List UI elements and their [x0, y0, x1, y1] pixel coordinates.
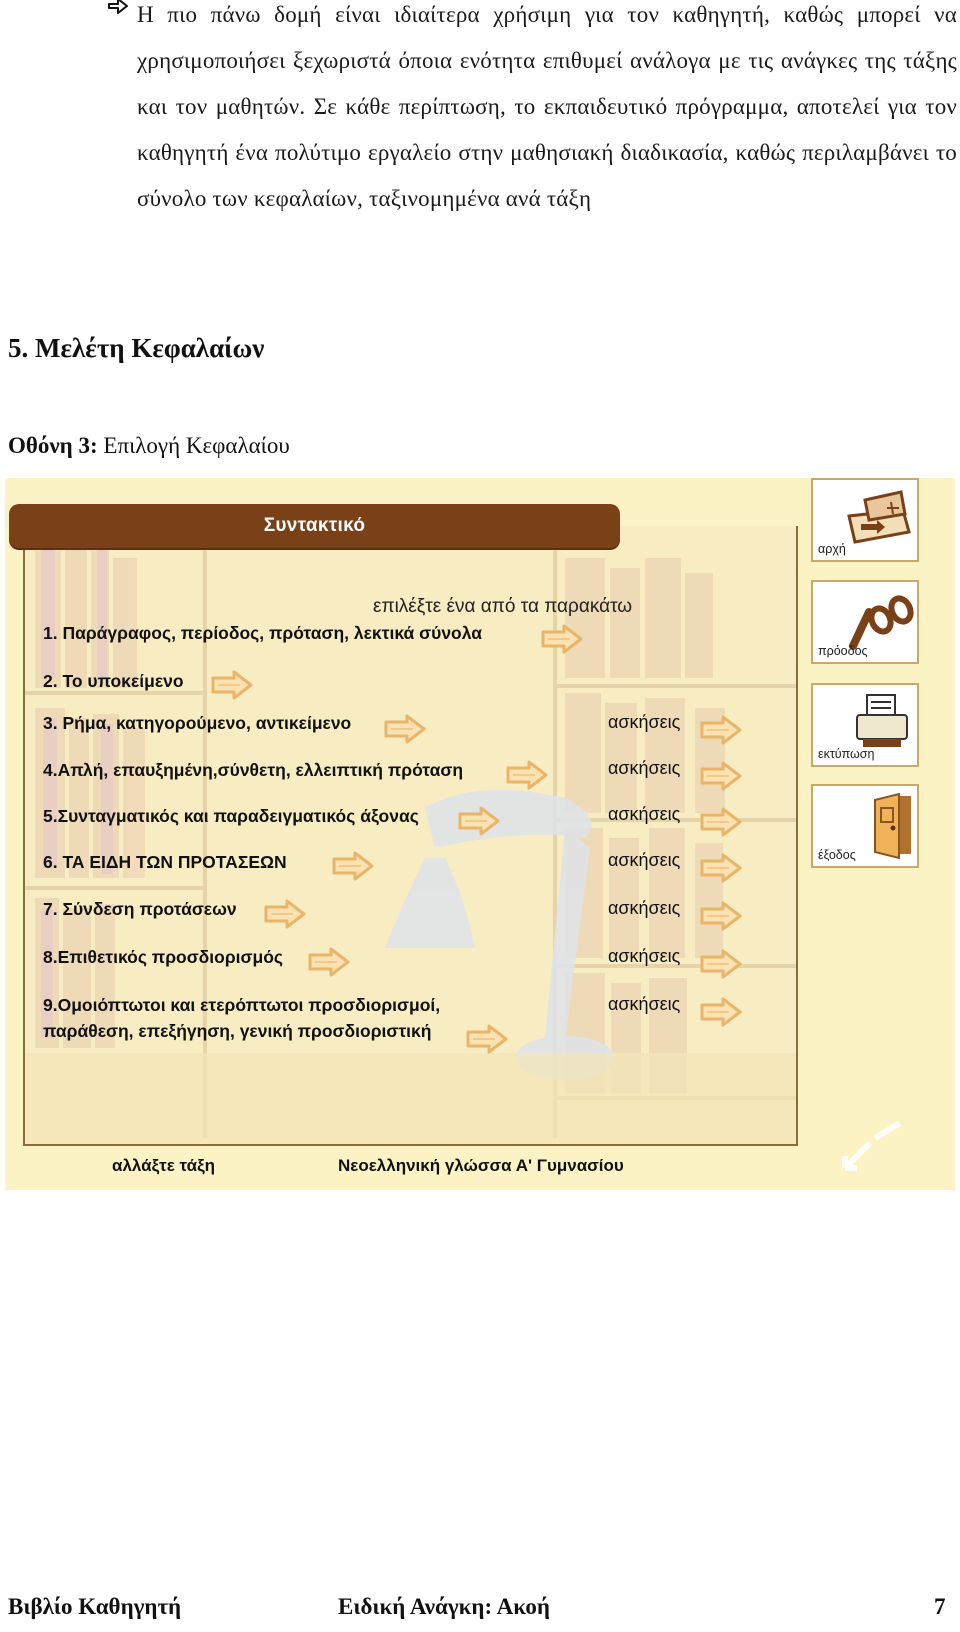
exercises-link-6[interactable]: ασκήσεις: [608, 850, 681, 870]
section-title: 5. Μελέτη Κεφαλαίων: [8, 333, 265, 363]
exercises-link-8[interactable]: ασκήσεις: [608, 946, 681, 966]
exit-label: έξοδος: [818, 848, 856, 862]
arrow-right-icon[interactable]: [699, 852, 743, 884]
figure-caption: [8, 433, 290, 459]
program-screenshot: [5, 478, 955, 1190]
chapter-link-9-continued[interactable]: παράθεση, επεξήγηση, γενική προσδιοριστική: [43, 1021, 432, 1041]
arrow-right-icon[interactable]: [383, 713, 427, 745]
instruction-text: επιλέξτε ένα από τα παρακάτω: [373, 596, 633, 617]
exercises-link-9[interactable]: ασκήσεις: [608, 994, 681, 1014]
screen-title: Συντακτικό: [263, 515, 366, 536]
arrow-right-icon[interactable]: [699, 806, 743, 838]
arrow-right-icon[interactable]: [331, 850, 375, 882]
arrow-right-icon[interactable]: [505, 759, 549, 791]
chapter-link-3[interactable]: 3. Ρήμα, κατηγορούμενο, αντικείμενο: [43, 713, 352, 733]
arrow-right-icon[interactable]: [210, 669, 254, 701]
exit-button[interactable]: [811, 784, 919, 868]
caption-text: Επιλογή Κεφαλαίου: [97, 433, 290, 458]
page-number: 7: [934, 1594, 946, 1619]
exercises-link-5[interactable]: ασκήσεις: [608, 804, 681, 824]
print-button[interactable]: [811, 683, 919, 767]
intro-text: Η πιο πάνω δομή είναι ιδιαίτερα χρήσιμη για τον καθηγητή, καθώς μπορεί να χρησιμοποιήσει ξεχωριστά όποια ενότητα επιθυμεί ανάλογα με τις ανάγκες της τάξης και τον μαθητών. Σε κάθε περίπτωση, το εκπαιδευτικό πρόγραμμα, αποτελεί για τον καθηγητή ένα πολύτιμο εργαλείο στην μαθησιακή διαδικασία, καθώς περιλαμβάνει το σύνολο των κεφαλαίων, ταξινομημένα ανά τάξη: [137, 2, 957, 211]
exercises-link-7[interactable]: ασκήσεις: [608, 898, 681, 918]
home-label: αρχή: [818, 542, 846, 556]
footer-book-title: Βιβλίο Καθηγητή: [8, 1594, 182, 1619]
course-title: Νεοελληνική γλώσσα Α' Γυμνασίου: [338, 1156, 624, 1175]
content-frame: [23, 526, 798, 1146]
chapter-link-9[interactable]: 9.Ομοιόπτωτοι και ετερόπτωτοι προσδιορισμοί,: [43, 995, 441, 1015]
arrow-right-icon[interactable]: [465, 1023, 509, 1055]
chapter-link-7[interactable]: 7. Σύνδεση προτάσεων: [43, 899, 237, 919]
exercises-link-4[interactable]: ασκήσεις: [608, 758, 681, 778]
arrow-right-icon[interactable]: [307, 946, 351, 978]
arrow-right-icon[interactable]: [540, 623, 584, 655]
title-bar: [9, 504, 620, 548]
chapter-link-5[interactable]: 5.Συνταγματικός και παραδειγματικός άξονας: [43, 806, 419, 826]
chapter-link-4[interactable]: 4.Απλή, επαυξημένη,σύνθετη, ελλειπτική πρόταση: [43, 760, 464, 780]
exercises-link-3[interactable]: ασκήσεις: [608, 712, 681, 732]
right-arrow-bullet-icon: [107, 0, 129, 17]
diagonal-arrows-icon: [835, 1118, 915, 1178]
change-class-link[interactable]: αλλάξτε τάξη: [112, 1156, 216, 1175]
arrow-right-icon[interactable]: [699, 900, 743, 932]
arrow-right-icon[interactable]: [699, 948, 743, 980]
arrow-right-icon[interactable]: [263, 898, 307, 930]
footer-special-need: Ειδική Ανάγκη: Ακοή: [338, 1594, 550, 1619]
progress-button[interactable]: [811, 580, 919, 664]
arrow-right-icon[interactable]: [457, 805, 501, 837]
arrow-right-icon[interactable]: [699, 760, 743, 792]
home-button[interactable]: [811, 478, 919, 562]
caption-label: Οθόνη 3:: [8, 433, 98, 458]
chapter-link-8[interactable]: 8.Επιθετικός προσδιορισμός: [43, 947, 284, 967]
arrow-right-icon[interactable]: [699, 714, 743, 746]
chapter-link-1[interactable]: 1. Παράγραφος, περίοδος, πρόταση, λεκτικά σύνολα: [43, 623, 483, 643]
arrow-right-icon[interactable]: [699, 996, 743, 1028]
progress-label: πρόοδος: [818, 644, 868, 658]
print-label: εκτύπωση: [818, 747, 875, 761]
chapter-link-2[interactable]: 2. Το υποκείμενο: [43, 671, 184, 691]
chapter-link-6[interactable]: 6. ΤΑ ΕΙΔΗ ΤΩΝ ΠΡΟΤΑΣΕΩΝ: [43, 852, 287, 872]
intro-paragraph: [137, 0, 957, 222]
